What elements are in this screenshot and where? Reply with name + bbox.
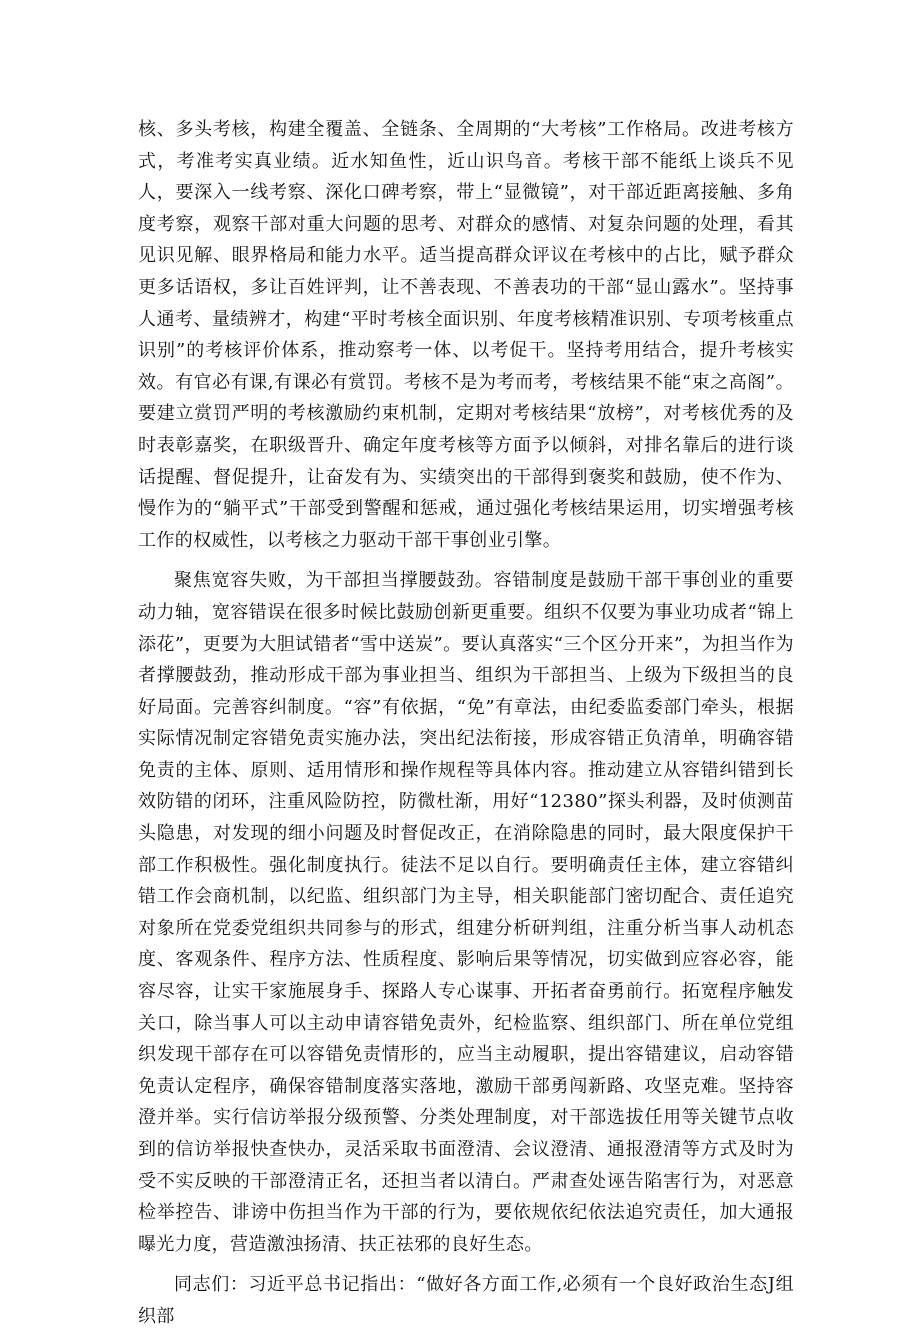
- paragraph-spacer: [138, 556, 794, 565]
- paragraph-comrades: 同志们：习近平总书记指出：“做好各方面工作,必须有一个良好政治生态J组织部: [138, 1274, 794, 1327]
- paragraph-assessment: 核、多头考核，构建全覆盖、全链条、全周期的“大考核”工作格局。改进考核方式，考准考实真业绩。近水知鱼性，近山识鸟音。考核干部不能纸上谈兵不见人，要深入一线考察、深化口碑考察，带上“显微镜”，对干部近距离接触、多角度考察，观察干部对重大问题的思考、对群众的感情、对复杂问题的处理，看其见识见解、眼界格局和能力水平。适当提高群众评议在考核中的占比，赋予群众更多话语权，多让百姓评判，让不善表现、不善表功的干部“显山露水”。坚持事人通考、量绩辨才，构建“平时考核全面识别、年度考核精准识别、专项考核重点识别”的考核评价体系，推动察考一体、以考促干。坚持考用结合，提升考核实效。有官必有课,有课必有赏罚。考核不是为考而考，考核结果不能“束之高阁”。要建立赏罚严明的考核激励约束机制，定期对考核结果“放榜”，对考核优秀的及时表彰嘉奖，在职级晋升、确定年度考核等方面予以倾斜，对排名靠后的进行谈话提醒、督促提升，让奋发有为、实绩突出的干部得到褒奖和鼓励，使不作为、慢作为的“躺平式”干部受到警醒和惩戒，通过强化考核结果运用，切实增强考核工作的权威性，以考核之力驱动干部干事创业引擎。: [138, 119, 794, 551]
- document-body: [138, 114, 794, 1333]
- paragraph-tolerance: 聚焦宽容失败，为干部担当撑腰鼓劲。容错制度是鼓励干部干事创业的重要动力轴，宽容错误在很多时候比鼓励创新更重要。组织不仅要为事业功成者“锦上添花”，更要为大胆试错者“雪中送炭”。要认真落实“三个区分开来”，为担当作为者撑腰鼓劲，推动形成干部为事业担当、组织为干部担当、上级为下级担当的良好局面。完善容纠制度。“容”有依据，“免”有章法，由纪委监委部门牵头，根据实际情况制定容错免责实施办法，突出纪法衔接，形成容错正负清单，明确容错免责的主体、原则、适用情形和操作规程等具体内容。推动建立从容错纠错到长效防错的闭环，注重风险防控，防微杜渐，用好“12380”探头利器，及时侦测苗头隐患，对发现的细小问题及时督促改正，在消除隐患的同时，最大限度保护干部工作积极性。强化制度执行。徒法不足以自行。要明确责任主体，建立容错纠错工作会商机制，以纪监、组织部门为主导，相关职能部门密切配合、责任追究对象所在党委党组织共同参与的形式，组建分析研判组，注重分析当事人动机态度、客观条件、程序方法、性质程度、影响后果等情况，切实做到应容必容，能容尽容，让实干家施展身手、探路人专心谋事、开拓者奋勇前行。拓宽程序触发关口，除当事人可以主动申请容错免责外，纪检监察、组织部门、所在单位党组织发现干部存在可以容错免责情形的，应当主动履职，提出容错建议，启动容错免责认定程序，确保容错制度落实落地，激励干部勇闯新路、攻坚克难。坚持容澄并举。实行信访举报分级预警、分类处理制度，对干部选拔任用等关键节点收到的信访举报快查快办，灵活采取书面澄清、会议澄清、通报澄清等方式及时为受不实反映的干部澄清正名，还担当者以清白。严肃查处诬告陷害行为，对恶意检举控告、诽谤中伤担当作为干部的行为，要依规依纪依法追究责任，加大通报曝光力度，营造激浊扬清、扶正祛邪的良好生态。: [138, 570, 794, 1255]
- paragraph-spacer: [138, 1260, 794, 1269]
